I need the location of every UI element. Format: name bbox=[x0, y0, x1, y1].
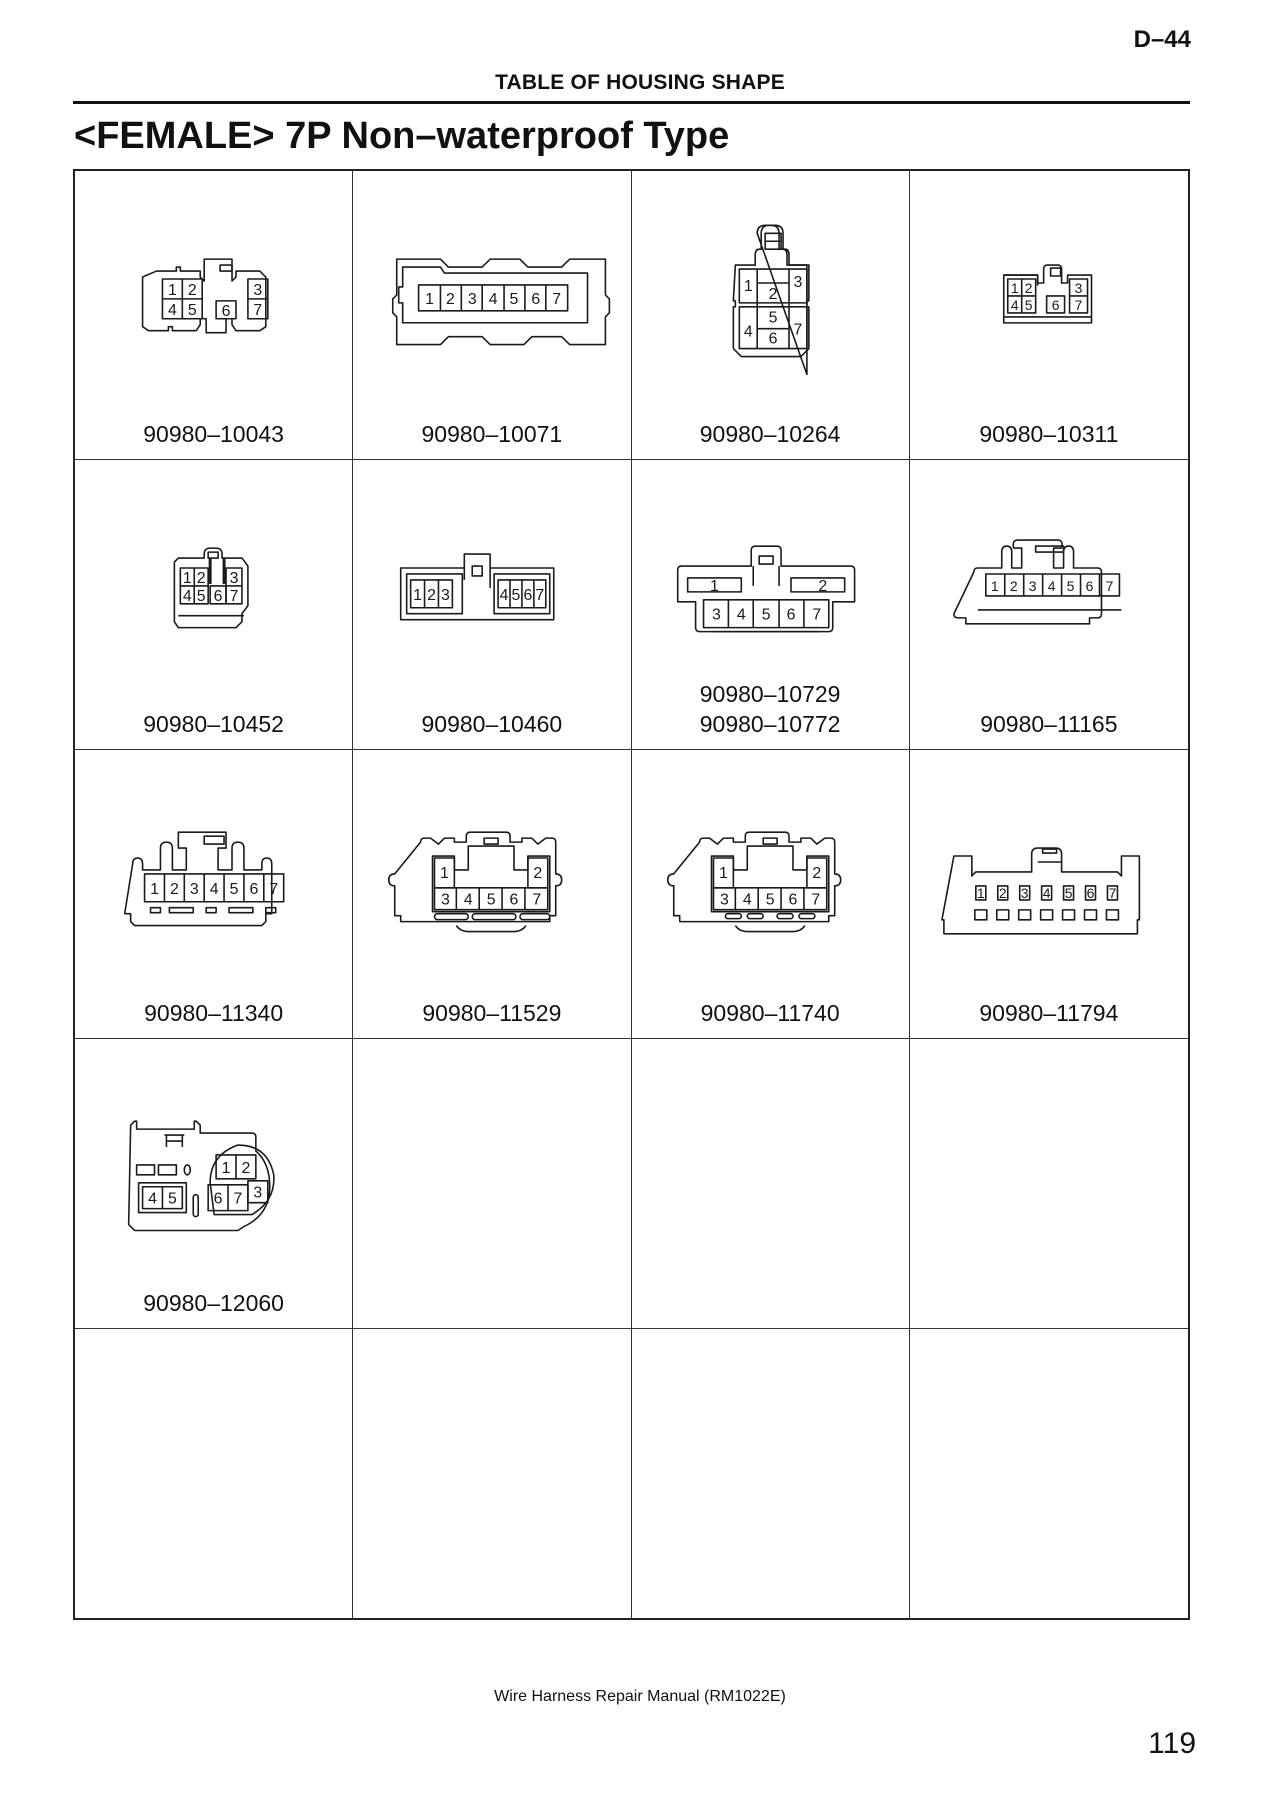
svg-text:6: 6 bbox=[1051, 296, 1060, 313]
connector-cell bbox=[353, 750, 631, 1039]
svg-text:2: 2 bbox=[427, 587, 437, 605]
housing-shape-table bbox=[73, 169, 1190, 1620]
part-number: 90980–10452 bbox=[143, 710, 284, 737]
svg-text:5: 5 bbox=[1024, 296, 1033, 313]
connector-diagram-icon bbox=[75, 750, 352, 970]
part-number: 90980–10311 bbox=[979, 421, 1119, 448]
part-number: 90980–11740 bbox=[700, 1000, 840, 1027]
svg-text:6: 6 bbox=[249, 880, 259, 898]
svg-text:4: 4 bbox=[1047, 578, 1056, 595]
svg-text:2: 2 bbox=[811, 864, 821, 882]
svg-text:1: 1 bbox=[221, 1160, 231, 1178]
svg-text:7: 7 bbox=[1105, 578, 1114, 595]
connector-cell bbox=[910, 171, 1188, 460]
svg-text:7: 7 bbox=[810, 891, 820, 909]
connector-cell bbox=[632, 750, 910, 1039]
svg-text:5: 5 bbox=[765, 891, 775, 909]
svg-text:2: 2 bbox=[196, 570, 206, 588]
svg-text:3: 3 bbox=[719, 891, 729, 909]
svg-text:1: 1 bbox=[1010, 279, 1019, 296]
connector-diagram-icon bbox=[632, 171, 909, 391]
svg-text:6: 6 bbox=[213, 1190, 223, 1208]
svg-text:5: 5 bbox=[509, 290, 519, 308]
svg-text:4: 4 bbox=[499, 587, 509, 605]
svg-text:5: 5 bbox=[167, 1190, 177, 1208]
svg-text:7: 7 bbox=[532, 891, 542, 909]
svg-text:2: 2 bbox=[768, 285, 778, 303]
svg-text:1: 1 bbox=[718, 864, 728, 882]
svg-text:5: 5 bbox=[511, 587, 521, 605]
svg-text:4: 4 bbox=[209, 880, 219, 898]
connector-cell bbox=[910, 750, 1188, 1039]
svg-text:2: 2 bbox=[446, 290, 456, 308]
svg-text:4: 4 bbox=[1010, 296, 1019, 313]
connector-cell bbox=[632, 460, 910, 749]
svg-text:1: 1 bbox=[167, 281, 177, 299]
empty-cell bbox=[75, 1329, 353, 1618]
svg-text:2: 2 bbox=[533, 864, 543, 882]
svg-text:1: 1 bbox=[425, 290, 435, 308]
svg-text:3: 3 bbox=[1074, 279, 1083, 296]
part-number: 90980–11340 bbox=[144, 1000, 284, 1027]
page-code: D–44 bbox=[1133, 26, 1191, 53]
svg-text:2: 2 bbox=[169, 880, 179, 898]
svg-text:2: 2 bbox=[1024, 279, 1033, 296]
part-number-list bbox=[353, 998, 630, 1028]
svg-text:4: 4 bbox=[167, 301, 177, 319]
part-number: 90980–11165 bbox=[980, 710, 1118, 737]
svg-text:2: 2 bbox=[1009, 578, 1018, 595]
svg-text:7: 7 bbox=[552, 290, 562, 308]
svg-text:7: 7 bbox=[793, 321, 802, 339]
part-number: 90980–11794 bbox=[979, 1000, 1119, 1027]
svg-text:6: 6 bbox=[221, 302, 231, 320]
empty-cell bbox=[632, 1039, 910, 1328]
connector-diagram-icon bbox=[632, 460, 909, 680]
svg-text:4: 4 bbox=[182, 588, 192, 606]
connector-cell bbox=[75, 1039, 353, 1328]
svg-text:7: 7 bbox=[253, 301, 263, 319]
part-number-list bbox=[910, 998, 1188, 1028]
svg-text:6: 6 bbox=[768, 330, 778, 348]
svg-text:2: 2 bbox=[241, 1160, 251, 1178]
svg-text:5: 5 bbox=[1064, 884, 1073, 901]
svg-text:6: 6 bbox=[788, 891, 797, 909]
part-number-list bbox=[75, 419, 352, 449]
connector-cell bbox=[353, 171, 631, 460]
svg-text:4: 4 bbox=[743, 323, 753, 341]
page-number: 119 bbox=[1148, 1727, 1196, 1760]
svg-text:3: 3 bbox=[468, 290, 477, 308]
svg-text:1: 1 bbox=[182, 570, 192, 588]
svg-text:3: 3 bbox=[793, 273, 802, 291]
svg-text:5: 5 bbox=[486, 891, 496, 909]
page-title: <FEMALE> 7P Non–waterproof Type bbox=[74, 115, 730, 157]
part-number-list bbox=[632, 998, 909, 1028]
connector-diagram-icon bbox=[353, 460, 630, 680]
svg-text:3: 3 bbox=[253, 281, 263, 299]
svg-text:3: 3 bbox=[1020, 884, 1029, 901]
svg-text:6: 6 bbox=[509, 891, 519, 909]
connector-diagram-icon bbox=[632, 750, 909, 970]
connector-diagram-icon bbox=[910, 460, 1188, 680]
connector-diagram-icon bbox=[910, 171, 1188, 391]
part-number: 90980–12060 bbox=[143, 1289, 284, 1316]
part-number-list bbox=[75, 1288, 352, 1318]
svg-text:7: 7 bbox=[535, 587, 545, 605]
connector-diagram-icon bbox=[75, 1039, 352, 1259]
svg-text:5: 5 bbox=[768, 309, 778, 327]
empty-cell bbox=[353, 1039, 631, 1328]
svg-text:5: 5 bbox=[1066, 578, 1075, 595]
svg-text:1: 1 bbox=[709, 578, 719, 596]
svg-text:3: 3 bbox=[711, 607, 721, 625]
part-number-list bbox=[910, 419, 1188, 449]
svg-text:6: 6 bbox=[523, 587, 533, 605]
svg-text:5: 5 bbox=[196, 588, 206, 606]
svg-text:4: 4 bbox=[148, 1190, 157, 1208]
svg-text:7: 7 bbox=[1108, 884, 1117, 901]
connector-diagram-icon bbox=[353, 171, 630, 391]
part-number: 90980–10772 bbox=[699, 710, 841, 737]
svg-text:1: 1 bbox=[976, 884, 985, 901]
svg-text:1: 1 bbox=[150, 880, 159, 898]
part-number: 90980–10264 bbox=[699, 421, 841, 448]
svg-text:6: 6 bbox=[1085, 578, 1094, 595]
part-number-list bbox=[632, 679, 909, 739]
svg-text:6: 6 bbox=[1086, 884, 1095, 901]
svg-text:4: 4 bbox=[464, 891, 473, 909]
svg-text:3: 3 bbox=[441, 587, 451, 605]
svg-text:4: 4 bbox=[1042, 884, 1051, 901]
connector-cell bbox=[632, 171, 910, 460]
svg-text:3: 3 bbox=[189, 880, 199, 898]
svg-text:3: 3 bbox=[229, 570, 239, 588]
svg-text:1: 1 bbox=[990, 578, 999, 595]
part-number: 90980–10043 bbox=[143, 421, 284, 448]
footer-manual-title: Wire Harness Repair Manual (RM1022E) bbox=[494, 1688, 786, 1705]
part-number-list bbox=[910, 709, 1188, 739]
section-title: TABLE OF HOUSING SHAPE bbox=[495, 71, 785, 94]
svg-text:4: 4 bbox=[488, 290, 498, 308]
svg-text:7: 7 bbox=[811, 607, 821, 625]
connector-cell bbox=[353, 460, 631, 749]
part-number: 90980–11529 bbox=[422, 1000, 562, 1027]
svg-text:3: 3 bbox=[441, 891, 451, 909]
svg-text:7: 7 bbox=[1074, 296, 1083, 313]
connector-diagram-icon bbox=[910, 750, 1188, 970]
svg-text:2: 2 bbox=[187, 281, 197, 299]
connector-cell bbox=[75, 750, 353, 1039]
part-number-list bbox=[75, 709, 352, 739]
svg-text:2: 2 bbox=[817, 578, 827, 596]
svg-text:7: 7 bbox=[269, 880, 279, 898]
connector-diagram-icon bbox=[75, 460, 352, 680]
svg-text:6: 6 bbox=[786, 607, 795, 625]
part-number: 90980–10729 bbox=[699, 680, 841, 707]
empty-cell bbox=[910, 1329, 1188, 1618]
svg-text:6: 6 bbox=[213, 588, 223, 606]
svg-text:3: 3 bbox=[253, 1184, 263, 1202]
svg-text:3: 3 bbox=[1028, 578, 1037, 595]
svg-text:4: 4 bbox=[742, 891, 752, 909]
connector-cell bbox=[75, 460, 353, 749]
svg-text:7: 7 bbox=[229, 588, 239, 606]
empty-cell bbox=[910, 1039, 1188, 1328]
part-number: 90980–10071 bbox=[421, 421, 563, 448]
empty-cell bbox=[632, 1329, 910, 1618]
svg-text:5: 5 bbox=[229, 880, 239, 898]
svg-text:7: 7 bbox=[233, 1190, 243, 1208]
connector-cell bbox=[910, 460, 1188, 749]
connector-cell bbox=[75, 171, 353, 460]
svg-text:5: 5 bbox=[761, 607, 771, 625]
svg-text:1: 1 bbox=[413, 587, 423, 605]
header-rule bbox=[73, 101, 1190, 104]
svg-text:6: 6 bbox=[531, 290, 541, 308]
svg-text:1: 1 bbox=[743, 277, 753, 295]
svg-text:1: 1 bbox=[440, 864, 450, 882]
part-number-list bbox=[75, 998, 352, 1028]
connector-diagram-icon bbox=[75, 171, 352, 391]
connector-diagram-icon bbox=[353, 750, 630, 970]
svg-text:2: 2 bbox=[998, 884, 1007, 901]
part-number-list bbox=[353, 709, 630, 739]
empty-cell bbox=[353, 1329, 631, 1618]
part-number: 90980–10460 bbox=[421, 710, 563, 737]
part-number-list bbox=[632, 419, 909, 449]
part-number-list bbox=[353, 419, 630, 449]
svg-text:5: 5 bbox=[187, 301, 197, 319]
svg-text:4: 4 bbox=[736, 607, 746, 625]
